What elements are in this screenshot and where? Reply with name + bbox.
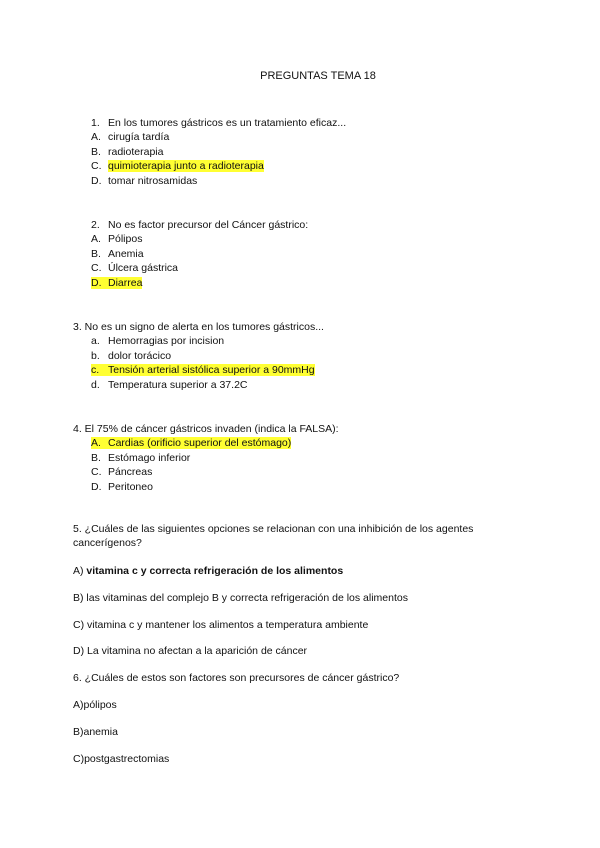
question-1 bbox=[91, 116, 346, 130]
option-5a: A) vitamina c y correcta refrigeración de los alimentos bbox=[73, 565, 344, 577]
option-6b: B)anemia bbox=[73, 726, 118, 738]
question-2 bbox=[91, 218, 308, 232]
option-1a: A. cirugía tardía bbox=[91, 131, 170, 143]
option-2b: B. Anemia bbox=[91, 248, 144, 260]
highlighted-answer: A. Cardias (orificio superior del estómago) bbox=[91, 437, 292, 449]
question-3: 3. No es un signo de alerta en los tumores gástricos... bbox=[73, 321, 324, 333]
bold-answer: vitamina c y correcta refrigeración de los alimentos bbox=[86, 565, 344, 577]
option-3a: a. Hemorragias por incision bbox=[91, 335, 225, 347]
option-1d: D. tomar nitrosamidas bbox=[91, 175, 198, 187]
option-3c bbox=[91, 363, 315, 377]
option-2a: A. Pólipos bbox=[91, 233, 143, 245]
option-6c: C)postgastrectomias bbox=[73, 753, 170, 765]
option-4c: C. Páncreas bbox=[91, 466, 153, 478]
option-2c: C. Úlcera gástrica bbox=[91, 262, 179, 274]
option-4b: B. Estómago inferior bbox=[91, 452, 191, 464]
question-5-line-1: 5. ¿Cuáles de las siguientes opciones se relacionan con una inhibición de los agentes bbox=[73, 523, 474, 535]
question-number: 1. bbox=[91, 117, 100, 129]
question-4: 4. El 75% de cáncer gástricos invaden (indica la FALSA): bbox=[73, 423, 339, 435]
question-text: No es factor precursor del Cáncer gástrico: bbox=[108, 219, 309, 231]
option-6a: A)pólipos bbox=[73, 699, 117, 711]
option-5c: C) vitamina c y mantener los alimentos a temperatura ambiente bbox=[73, 619, 369, 631]
option-4a bbox=[91, 436, 291, 450]
question-5-line-2: cancerígenos? bbox=[73, 537, 142, 549]
page-title: PREGUNTAS TEMA 18 bbox=[260, 70, 376, 82]
option-3b: b. dolor torácico bbox=[91, 350, 172, 362]
option-3d: d. Temperatura superior a 37.2C bbox=[91, 379, 248, 391]
option-1c: C. quimioterapia junto a radioterapia bbox=[91, 160, 264, 172]
option-4d: D. Peritoneo bbox=[91, 481, 153, 493]
highlighted-answer: c. Tensión arterial sistólica superior a 90mmHg bbox=[91, 364, 315, 376]
option-1b: B. radioterapia bbox=[91, 146, 164, 158]
option-5d: D) La vitamina no afectan a la aparición de cáncer bbox=[73, 645, 308, 657]
question-6: 6. ¿Cuáles de estos son factores son precursores de cáncer gástrico? bbox=[73, 672, 400, 684]
option-5b: B) las vitaminas del complejo B y correcta refrigeración de los alimentos bbox=[73, 592, 408, 604]
highlighted-answer: D. Diarrea bbox=[91, 277, 143, 289]
question-text: En los tumores gástricos es un tratamiento eficaz... bbox=[108, 117, 347, 129]
question-number: 2. bbox=[91, 219, 100, 231]
option-2d bbox=[91, 276, 142, 290]
highlighted-answer: quimioterapia junto a radioterapia bbox=[108, 160, 264, 172]
